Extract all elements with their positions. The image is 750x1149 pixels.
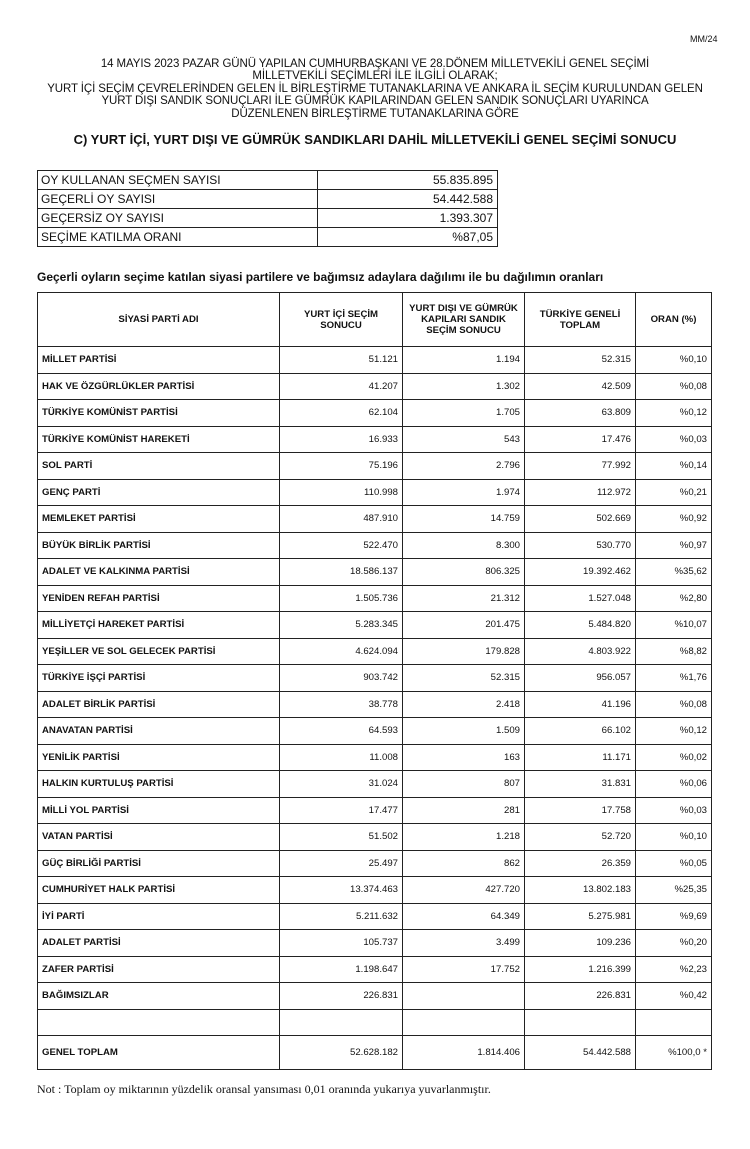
cell-total: 5.275.981 bbox=[525, 903, 636, 930]
cell-ratio: %25,35 bbox=[636, 877, 712, 904]
column-header-abroad: YURT DIŞI VE GÜMRÜK KAPILARI SANDIK SEÇİM SONUCU bbox=[403, 293, 525, 347]
cell-domestic: 25.497 bbox=[280, 850, 403, 877]
cell-name: CUMHURİYET HALK PARTİSİ bbox=[38, 877, 280, 904]
summary-table bbox=[37, 170, 498, 247]
results-body bbox=[38, 347, 712, 1070]
cell-domestic: 31.024 bbox=[280, 771, 403, 798]
summary-row bbox=[38, 190, 498, 209]
cell-ratio: %0,03 bbox=[636, 797, 712, 824]
cell-total: 26.359 bbox=[525, 850, 636, 877]
cell-name: MEMLEKET PARTİSİ bbox=[38, 506, 280, 533]
cell-ratio: %10,07 bbox=[636, 612, 712, 639]
summary-row bbox=[38, 209, 498, 228]
cell-ratio: %100,0 * bbox=[636, 1035, 712, 1069]
table-row bbox=[38, 638, 712, 665]
cell-total: 41.196 bbox=[525, 691, 636, 718]
cell-domestic: 1.198.647 bbox=[280, 956, 403, 983]
table-row bbox=[38, 400, 712, 427]
cell-name: ADALET BİRLİK PARTİSİ bbox=[38, 691, 280, 718]
empty-cell bbox=[38, 1009, 280, 1035]
summary-value: %87,05 bbox=[318, 228, 498, 247]
header-line-3: YURT İÇİ SEÇİM ÇEVRELERİNDEN GELEN İL BİRLEŞTİRME TUTANAKLARINA VE ANKARA İL SEÇİM KURULUNDAN GELEN bbox=[47, 82, 703, 95]
cell-ratio: %9,69 bbox=[636, 903, 712, 930]
cell-total: 956.057 bbox=[525, 665, 636, 692]
header-line-2: MİLLETVEKİLİ SEÇİMLERİ İLE İLGİLİ OLARAK; bbox=[252, 70, 498, 83]
cell-name: İYİ PARTİ bbox=[38, 903, 280, 930]
column-header-ratio: ORAN (%) bbox=[636, 293, 712, 347]
cell-abroad: 3.499 bbox=[403, 930, 525, 957]
cell-name: BÜYÜK BİRLİK PARTİSİ bbox=[38, 532, 280, 559]
cell-total: 530.770 bbox=[525, 532, 636, 559]
cell-abroad: 17.752 bbox=[403, 956, 525, 983]
cell-abroad: 807 bbox=[403, 771, 525, 798]
cell-total: 4.803.922 bbox=[525, 638, 636, 665]
cell-total: 66.102 bbox=[525, 718, 636, 745]
cell-ratio: %0,97 bbox=[636, 532, 712, 559]
cell-abroad: 1.509 bbox=[403, 718, 525, 745]
table-row bbox=[38, 506, 712, 533]
cell-total: 5.484.820 bbox=[525, 612, 636, 639]
table-row bbox=[38, 585, 712, 612]
table-row bbox=[38, 479, 712, 506]
cell-abroad: 179.828 bbox=[403, 638, 525, 665]
cell-abroad: 201.475 bbox=[403, 612, 525, 639]
cell-total: 1.527.048 bbox=[525, 585, 636, 612]
summary-label: GEÇERLİ OY SAYISI bbox=[38, 190, 318, 209]
column-header-total: TÜRKİYE GENELİ TOPLAM bbox=[525, 293, 636, 347]
table-row bbox=[38, 744, 712, 771]
cell-name: GÜÇ BİRLİĞİ PARTİSİ bbox=[38, 850, 280, 877]
table-row bbox=[38, 903, 712, 930]
cell-name: YEŞİLLER VE SOL GELECEK PARTİSİ bbox=[38, 638, 280, 665]
cell-total: 63.809 bbox=[525, 400, 636, 427]
cell-abroad: 281 bbox=[403, 797, 525, 824]
cell-total: 52.720 bbox=[525, 824, 636, 851]
cell-ratio: %35,62 bbox=[636, 559, 712, 586]
cell-name: YENİLİK PARTİSİ bbox=[38, 744, 280, 771]
document-header bbox=[0, 58, 750, 120]
grand-total-row bbox=[38, 1035, 712, 1069]
cell-name: MİLLİ YOL PARTİSİ bbox=[38, 797, 280, 824]
header-line-1: 14 MAYIS 2023 PAZAR GÜNÜ YAPILAN CUMHURBAŞKANI VE 28.DÖNEM MİLLETVEKİLİ GENEL SEÇİMİ bbox=[100, 58, 650, 70]
cell-ratio: %0,02 bbox=[636, 744, 712, 771]
summary-label: SEÇİME KATILMA ORANI bbox=[38, 228, 318, 247]
cell-domestic: 62.104 bbox=[280, 400, 403, 427]
table-row bbox=[38, 956, 712, 983]
cell-total: 112.972 bbox=[525, 479, 636, 506]
cell-abroad: 2.796 bbox=[403, 453, 525, 480]
cell-name: GENEL TOPLAM bbox=[38, 1035, 280, 1069]
cell-domestic: 51.121 bbox=[280, 347, 403, 374]
cell-abroad: 64.349 bbox=[403, 903, 525, 930]
cell-domestic: 5.211.632 bbox=[280, 903, 403, 930]
cell-name: ZAFER PARTİSİ bbox=[38, 956, 280, 983]
cell-domestic: 75.196 bbox=[280, 453, 403, 480]
cell-name: ADALET VE KALKINMA PARTİSİ bbox=[38, 559, 280, 586]
table-row bbox=[38, 930, 712, 957]
cell-total: 502.669 bbox=[525, 506, 636, 533]
cell-ratio: %0,14 bbox=[636, 453, 712, 480]
cell-name: HALKIN KURTULUŞ PARTİSİ bbox=[38, 771, 280, 798]
cell-ratio: %1,76 bbox=[636, 665, 712, 692]
table-row bbox=[38, 559, 712, 586]
cell-name: HAK VE ÖZGÜRLÜKLER PARTİSİ bbox=[38, 373, 280, 400]
summary-value: 1.393.307 bbox=[318, 209, 498, 228]
cell-abroad: 8.300 bbox=[403, 532, 525, 559]
cell-ratio: %0,03 bbox=[636, 426, 712, 453]
cell-total: 52.315 bbox=[525, 347, 636, 374]
summary-row bbox=[38, 228, 498, 247]
cell-ratio: %8,82 bbox=[636, 638, 712, 665]
cell-name: ANAVATAN PARTİSİ bbox=[38, 718, 280, 745]
cell-total: 42.509 bbox=[525, 373, 636, 400]
cell-ratio: %0,06 bbox=[636, 771, 712, 798]
cell-domestic: 105.737 bbox=[280, 930, 403, 957]
cell-name: MİLLİYETÇİ HAREKET PARTİSİ bbox=[38, 612, 280, 639]
table-row bbox=[38, 426, 712, 453]
table-row bbox=[38, 612, 712, 639]
blank-row bbox=[38, 1009, 712, 1035]
cell-abroad: 1.194 bbox=[403, 347, 525, 374]
cell-total: 19.392.462 bbox=[525, 559, 636, 586]
cell-domestic: 17.477 bbox=[280, 797, 403, 824]
cell-total: 77.992 bbox=[525, 453, 636, 480]
table-row bbox=[38, 718, 712, 745]
footnote: Not : Toplam oy miktarının yüzdelik oransal yansıması 0,01 oranında yukarıya yuvarlanmıştır. bbox=[37, 1082, 491, 1096]
header-line-5: DÜZENLENEN BİRLEŞTİRME TUTANAKLARINA GÖRE bbox=[231, 107, 519, 120]
cell-name: SOL PARTİ bbox=[38, 453, 280, 480]
cell-name: TÜRKİYE İŞÇİ PARTİSİ bbox=[38, 665, 280, 692]
cell-domestic: 110.998 bbox=[280, 479, 403, 506]
cell-name: ADALET PARTİSİ bbox=[38, 930, 280, 957]
cell-abroad: 1.814.406 bbox=[403, 1035, 525, 1069]
cell-domestic: 226.831 bbox=[280, 983, 403, 1010]
cell-domestic: 64.593 bbox=[280, 718, 403, 745]
cell-abroad: 806.325 bbox=[403, 559, 525, 586]
cell-abroad: 427.720 bbox=[403, 877, 525, 904]
summary-label: OY KULLANAN SEÇMEN SAYISI bbox=[38, 171, 318, 190]
cell-total: 13.802.183 bbox=[525, 877, 636, 904]
cell-name: VATAN PARTİSİ bbox=[38, 824, 280, 851]
cell-abroad: 14.759 bbox=[403, 506, 525, 533]
table-row bbox=[38, 347, 712, 374]
cell-total: 11.171 bbox=[525, 744, 636, 771]
table-row bbox=[38, 532, 712, 559]
cell-abroad: 862 bbox=[403, 850, 525, 877]
cell-ratio: %0,05 bbox=[636, 850, 712, 877]
empty-cell bbox=[280, 1009, 403, 1035]
summary-row bbox=[38, 171, 498, 190]
cell-ratio: %0,08 bbox=[636, 373, 712, 400]
cell-ratio: %0,12 bbox=[636, 400, 712, 427]
cell-abroad: 21.312 bbox=[403, 585, 525, 612]
table-row bbox=[38, 665, 712, 692]
table-row bbox=[38, 850, 712, 877]
cell-ratio: %0,92 bbox=[636, 506, 712, 533]
cell-domestic: 4.624.094 bbox=[280, 638, 403, 665]
table-row bbox=[38, 771, 712, 798]
column-header-party: SİYASİ PARTİ ADI bbox=[38, 293, 280, 347]
cell-abroad bbox=[403, 983, 525, 1010]
summary-label: GEÇERSİZ OY SAYISI bbox=[38, 209, 318, 228]
cell-ratio: %0,20 bbox=[636, 930, 712, 957]
cell-name: GENÇ PARTİ bbox=[38, 479, 280, 506]
cell-ratio: %0,21 bbox=[636, 479, 712, 506]
cell-abroad: 52.315 bbox=[403, 665, 525, 692]
table-row bbox=[38, 453, 712, 480]
column-header-domestic: YURT İÇİ SEÇİM SONUCU bbox=[280, 293, 403, 347]
cell-domestic: 18.586.137 bbox=[280, 559, 403, 586]
empty-cell bbox=[525, 1009, 636, 1035]
cell-domestic: 13.374.463 bbox=[280, 877, 403, 904]
document-subtitle: C) YURT İÇİ, YURT DIŞI VE GÜMRÜK SANDIKLARI DAHİL MİLLETVEKİLİ GENEL SEÇİMİ SONUCU bbox=[73, 132, 677, 147]
cell-domestic: 38.778 bbox=[280, 691, 403, 718]
cell-domestic: 5.283.345 bbox=[280, 612, 403, 639]
cell-name: MİLLET PARTİSİ bbox=[38, 347, 280, 374]
cell-total: 17.476 bbox=[525, 426, 636, 453]
summary-value: 54.442.588 bbox=[318, 190, 498, 209]
cell-name: YENİDEN REFAH PARTİSİ bbox=[38, 585, 280, 612]
results-header-row bbox=[38, 293, 712, 347]
cell-abroad: 163 bbox=[403, 744, 525, 771]
cell-total: 31.831 bbox=[525, 771, 636, 798]
cell-domestic: 52.628.182 bbox=[280, 1035, 403, 1069]
cell-ratio: %0,42 bbox=[636, 983, 712, 1010]
table-row bbox=[38, 824, 712, 851]
section-title: Geçerli oyların seçime katılan siyasi partilere ve bağımsız adaylara dağılımı ile bu dağılımın oranları bbox=[37, 270, 604, 284]
cell-total: 17.758 bbox=[525, 797, 636, 824]
cell-ratio: %0,08 bbox=[636, 691, 712, 718]
cell-name: TÜRKİYE KOMÜNİST HAREKETİ bbox=[38, 426, 280, 453]
cell-domestic: 903.742 bbox=[280, 665, 403, 692]
cell-abroad: 1.974 bbox=[403, 479, 525, 506]
cell-name: TÜRKİYE KOMÜNİST PARTİSİ bbox=[38, 400, 280, 427]
cell-domestic: 51.502 bbox=[280, 824, 403, 851]
cell-name: BAĞIMSIZLAR bbox=[38, 983, 280, 1010]
cell-domestic: 41.207 bbox=[280, 373, 403, 400]
cell-domestic: 487.910 bbox=[280, 506, 403, 533]
cell-ratio: %0,10 bbox=[636, 347, 712, 374]
cell-domestic: 16.933 bbox=[280, 426, 403, 453]
cell-domestic: 522.470 bbox=[280, 532, 403, 559]
cell-ratio: %0,12 bbox=[636, 718, 712, 745]
table-row bbox=[38, 691, 712, 718]
summary-value: 55.835.895 bbox=[318, 171, 498, 190]
cell-total: 109.236 bbox=[525, 930, 636, 957]
table-row bbox=[38, 373, 712, 400]
cell-domestic: 11.008 bbox=[280, 744, 403, 771]
document-id: MM/24 bbox=[690, 34, 718, 44]
table-row bbox=[38, 983, 712, 1010]
header-line-4: YURT DIŞI SANDIK SONUÇLARI İLE GÜMRÜK KAPILARINDAN GELEN SANDIK SONUÇLARI UYARINCA bbox=[101, 95, 649, 108]
cell-ratio: %0,10 bbox=[636, 824, 712, 851]
cell-abroad: 1.302 bbox=[403, 373, 525, 400]
cell-ratio: %2,23 bbox=[636, 956, 712, 983]
cell-ratio: %2,80 bbox=[636, 585, 712, 612]
table-row bbox=[38, 877, 712, 904]
cell-abroad: 543 bbox=[403, 426, 525, 453]
empty-cell bbox=[403, 1009, 525, 1035]
cell-domestic: 1.505.736 bbox=[280, 585, 403, 612]
cell-abroad: 1.218 bbox=[403, 824, 525, 851]
cell-total: 226.831 bbox=[525, 983, 636, 1010]
results-table bbox=[37, 292, 712, 1070]
cell-total: 54.442.588 bbox=[525, 1035, 636, 1069]
cell-total: 1.216.399 bbox=[525, 956, 636, 983]
empty-cell bbox=[636, 1009, 712, 1035]
cell-abroad: 1.705 bbox=[403, 400, 525, 427]
cell-abroad: 2.418 bbox=[403, 691, 525, 718]
table-row bbox=[38, 797, 712, 824]
